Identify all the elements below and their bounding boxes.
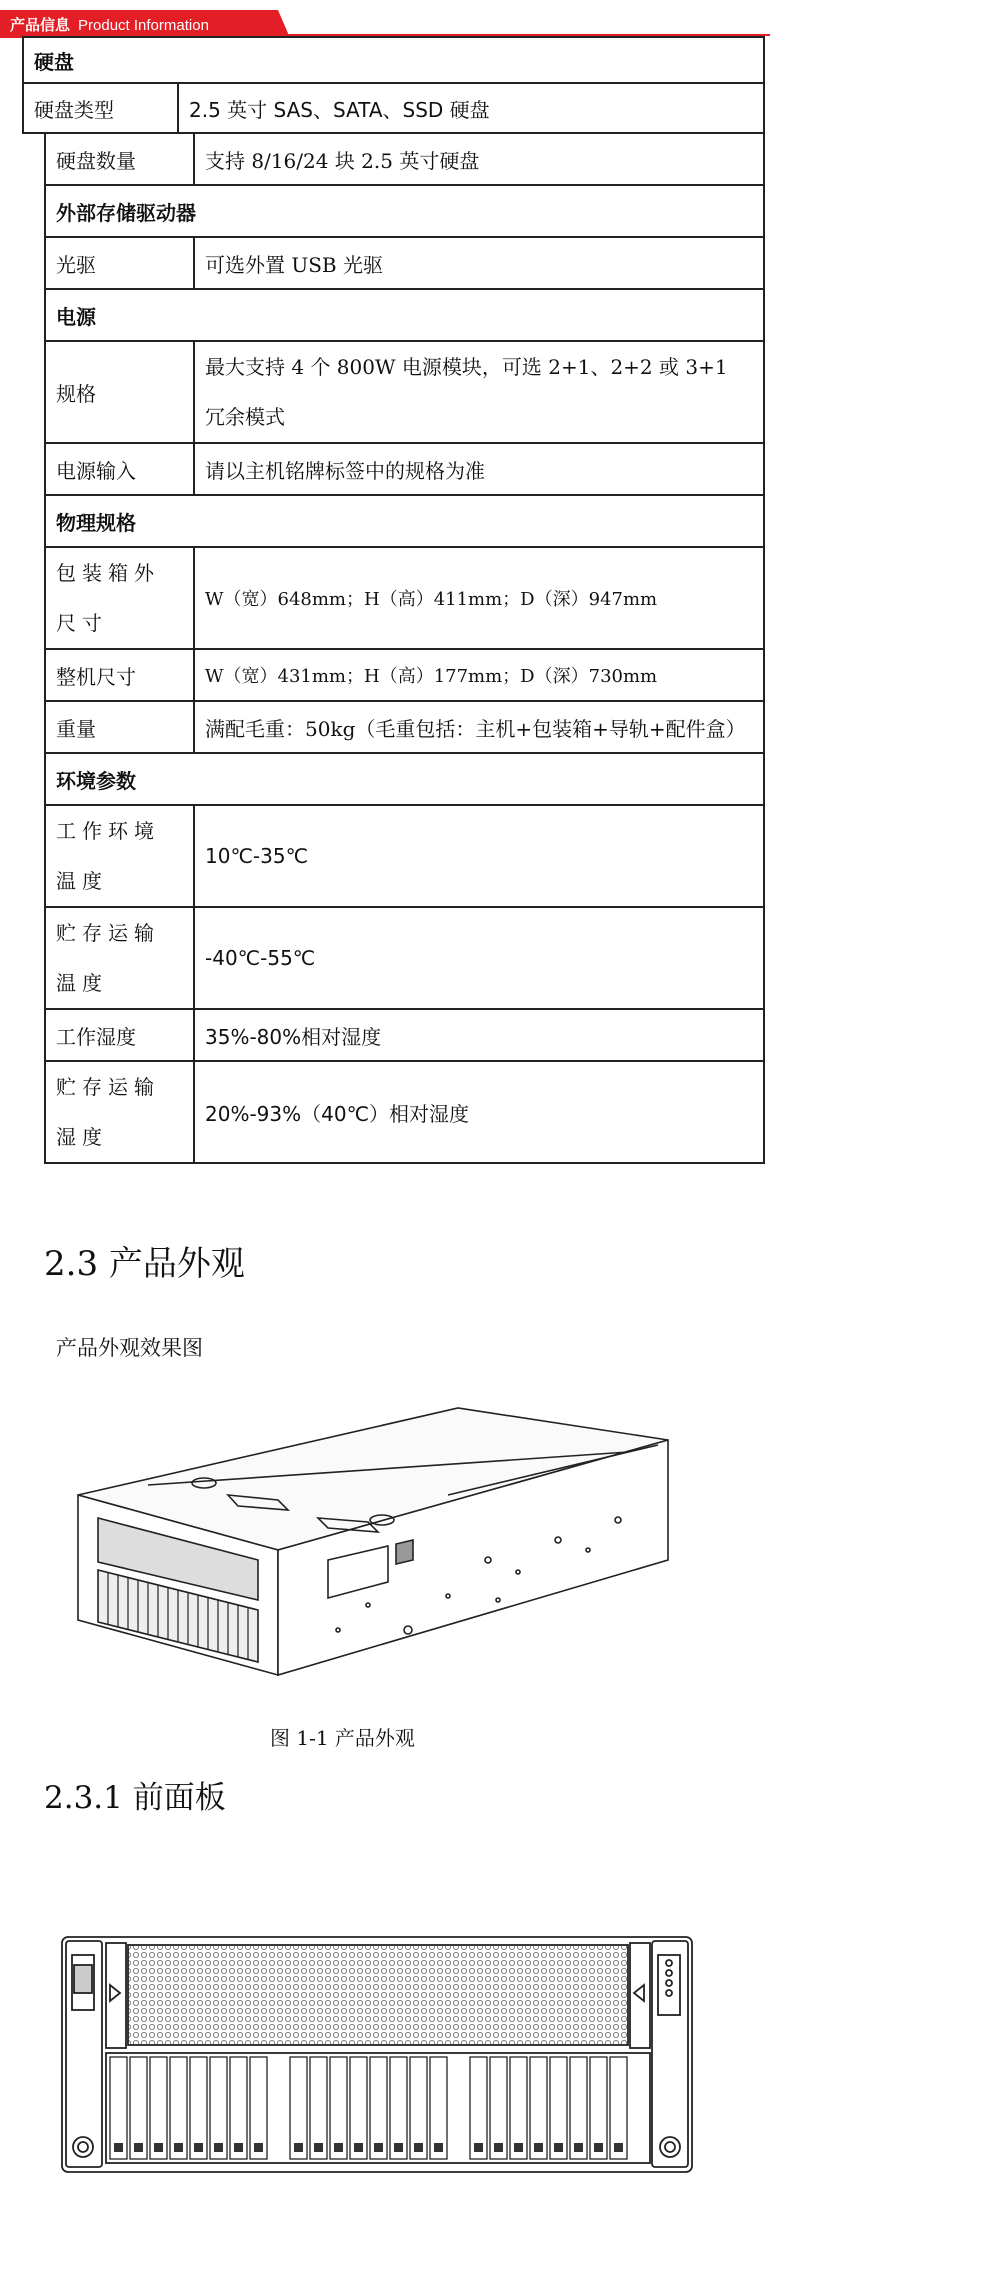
header-title-cn: 产品信息 xyxy=(10,17,71,34)
storage-temp-value: -40℃-55℃ xyxy=(194,907,764,1009)
figure-caption: 图 1-1 产品外观 xyxy=(270,1726,415,1750)
power-input-label: 电源输入 xyxy=(45,443,194,495)
unit-size-value: W（宽）431mm；H（高）177mm；D（深）730mm xyxy=(194,649,764,701)
optical-value-text: 可选外置 USB 光驱 xyxy=(205,252,383,277)
weight-value: 满配毛重：50kg（毛重包括：主机+包装箱+导轨+配件盒） xyxy=(194,701,764,753)
storage-humidity-label: 贮存运输湿度 xyxy=(45,1061,194,1163)
op-humidity-value: 35%-80%相对湿度 xyxy=(194,1009,764,1061)
package-size-value: W（宽）648mm；H（高）411mm；D（深）947mm xyxy=(194,547,764,649)
unit-size-label: 整机尺寸 xyxy=(45,649,194,701)
package-size-label: 包装箱外尺寸 xyxy=(45,547,194,649)
section-environment: 环境参数 xyxy=(45,753,764,805)
header-title-en: Product Information xyxy=(78,17,209,34)
disk-type-label: 硬盘类型 xyxy=(23,83,178,133)
op-temp-label: 工作环境温度 xyxy=(45,805,194,907)
header-banner xyxy=(0,0,770,36)
weight-label: 重量 xyxy=(45,701,194,753)
op-temp-value: 10℃-35℃ xyxy=(194,805,764,907)
disk-count-value: 支持 8/16/24 块 2.5 英寸硬盘 xyxy=(194,133,764,185)
power-spec-value: 最大支持 4 个 800W 电源模块，可选 2+1、2+2 或 3+1 冗余模式 xyxy=(194,341,764,443)
optical-value xyxy=(194,237,764,289)
section-disk: 硬盘 xyxy=(23,37,764,83)
section-heading-appearance: 2.3 产品外观 xyxy=(44,1244,245,1284)
section-heading-front-panel: 2.3.1 前面板 xyxy=(44,1780,226,1816)
front-panel-figure xyxy=(60,1935,695,2175)
disk-count-label: 硬盘数量 xyxy=(45,133,194,185)
header-title xyxy=(10,14,209,35)
power-input-value: 请以主机铭牌标签中的规格为准 xyxy=(194,443,764,495)
appearance-caption: 产品外观效果图 xyxy=(56,1336,203,1360)
op-humidity-label: 工作湿度 xyxy=(45,1009,194,1061)
section-physical: 物理规格 xyxy=(45,495,764,547)
server-iso-figure xyxy=(68,1400,678,1690)
section-external-storage: 外部存储驱动器 xyxy=(45,185,764,237)
optical-label: 光驱 xyxy=(45,237,194,289)
storage-temp-label: 贮存运输温度 xyxy=(45,907,194,1009)
section-power: 电源 xyxy=(45,289,764,341)
spec-table xyxy=(44,132,765,1164)
spec-table-top xyxy=(22,36,765,134)
storage-humidity-value: 20%-93%（40℃）相对湿度 xyxy=(194,1061,764,1163)
disk-type-value: 2.5 英寸 SAS、SATA、SSD 硬盘 xyxy=(178,83,764,133)
power-spec-label: 规格 xyxy=(45,341,194,443)
